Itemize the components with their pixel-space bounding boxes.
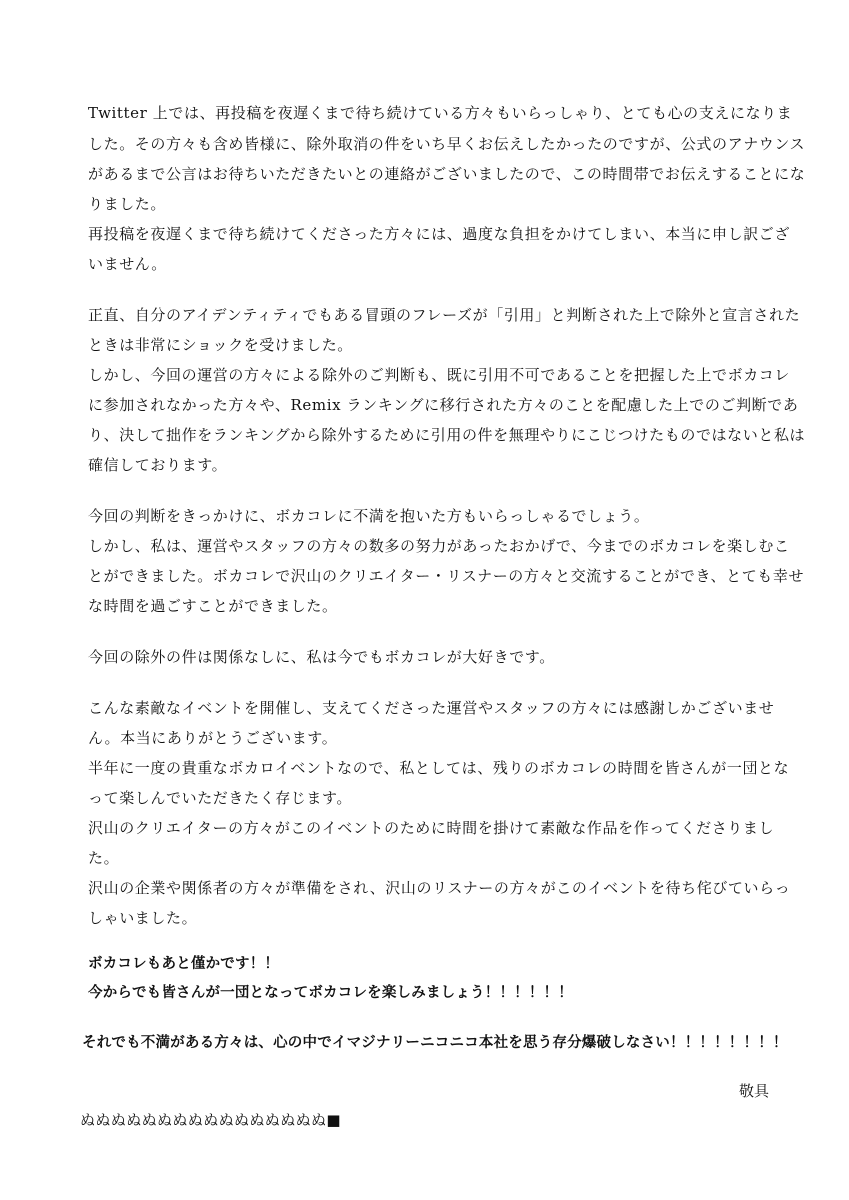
body-line: 半年に一度の貴重なボカロイベントなので、私としては、残りのボカコレの時間を皆さんが一団とな — [88, 759, 790, 777]
final-line: ぬぬぬぬぬぬぬぬぬぬぬぬぬぬぬぬ■ — [80, 1111, 341, 1129]
closing-text: 敬具 — [738, 1082, 769, 1100]
body-line: しかし、私は、運営やスタッフの方々の数多の努力があったおかげで、今までのボカコレを楽しむこ — [88, 537, 790, 555]
body-line: いません。 — [88, 255, 167, 273]
body-line: 沢山のクリエイターの方々がこのイベントのために時間を掛けて素敵な作品を作ってくださりまし — [88, 819, 775, 837]
body-line: しゃいました。 — [88, 909, 198, 927]
body-line: 再投稿を夜遅くまで待ち続けてくださった方々には、過度な負担をかけてしまい、本当に申し訳ござ — [88, 225, 791, 243]
body-line: 沢山の企業や関係者の方々が準備をされ、沢山のリスナーの方々がこのイベントを待ち侘びていらっ — [88, 879, 791, 897]
body-line: な時間を過ごすことができました。 — [88, 597, 338, 615]
body-line: こんな素敵なイベントを開催し、支えてくださった運営やスタッフの方々には感謝しかございませ — [88, 699, 775, 717]
body-line: があるまで公言はお待ちいただきたいとの連絡がございましたので、この時間帯でお伝えすることにな — [88, 165, 806, 183]
body-line: って楽しんでいただきたく存じます。 — [88, 789, 353, 807]
body-line: しかし、今回の運営の方々による除外のご判断も、既に引用不可であることを把握した上でボカコレ — [88, 366, 791, 384]
bold-line: 今からでも皆さんが一団となってボカコレを楽しみましょう！！！！！！ — [88, 985, 573, 1001]
body-line: 確信しております。 — [88, 456, 228, 474]
bold-line: それでも不満がある方々は、心の中でイマジナリーニコニコ本社を思う存分爆破しなさい！！！！！！！！ — [82, 1035, 788, 1051]
bold-line: ボカコレもあと僅かです！！ — [88, 956, 280, 972]
body-line: 今回の判断をきっかけに、ボカコレに不満を抱いた方もいらっしゃるでしょう。 — [88, 507, 650, 525]
body-line: とができました。ボカコレで沢山のクリエイター・リスナーの方々と交流することができ、とても幸せ — [88, 567, 805, 585]
body-line: た。 — [88, 849, 120, 867]
body-line: り、決して拙作をランキングから除外するために引用の件を無理やりにこじつけたものではないと私は — [88, 426, 806, 444]
body-line: に参加されなかった方々や、Remix ランキングに移行された方々のことを配慮した上でのご判断であ — [88, 396, 799, 414]
body-line: りました。 — [88, 195, 167, 213]
body-line: ん。本当にありがとうございます。 — [88, 729, 338, 747]
body-line: ときは非常にショックを受けました。 — [88, 336, 353, 354]
body-line: 正直、自分のアイデンティティでもある冒頭のフレーズが「引用」と判断された上で除外と宣言された — [88, 306, 801, 324]
body-line: Twitter 上では、再投稿を夜遅くまで待ち続けている方々もいらっしゃり、とても心の支えになりま — [88, 104, 793, 122]
body-line: 今回の除外の件は関係なしに、私は今でもボカコレが大好きです。 — [88, 648, 555, 666]
body-line: した。その方々も含め皆様に、除外取消の件をいち早くお伝えしたかったのですが、公式のアナウンス — [88, 135, 806, 153]
